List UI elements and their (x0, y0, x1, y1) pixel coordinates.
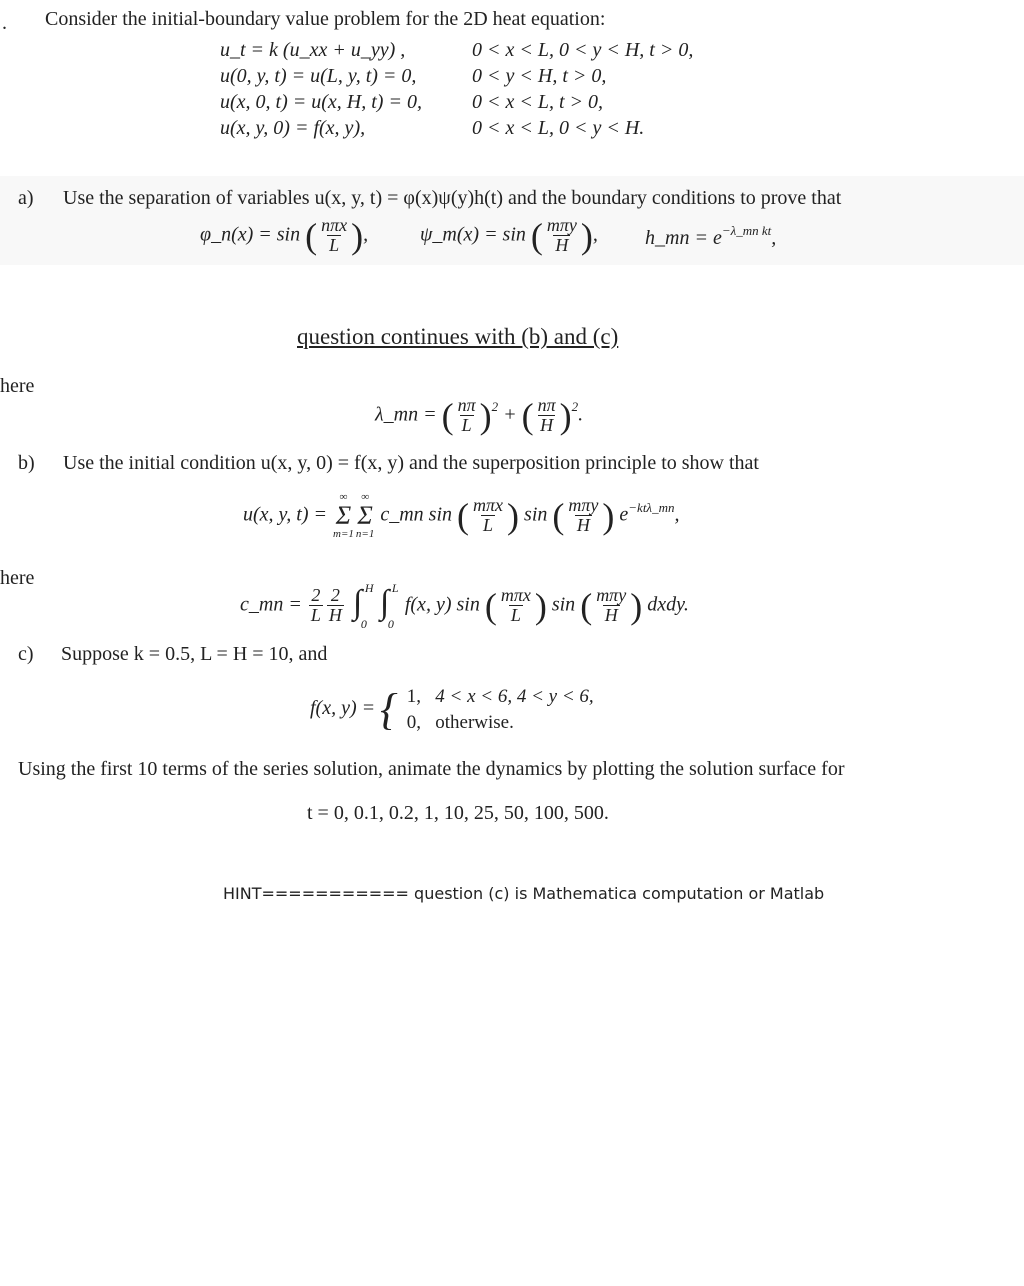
pde-row-2: u(0, y, t) = u(L, y, t) = 0, (220, 65, 417, 87)
phi-num: nπx (321, 215, 348, 235)
sum-n-index: n=1 (355, 528, 375, 540)
integral-y-upper: H (364, 581, 374, 595)
cmn-num-1: mπx (500, 585, 531, 606)
cmn-f2-num: 2 (330, 585, 340, 606)
cmn-den-2: H (604, 605, 618, 626)
cmn-f1-den: L (310, 605, 321, 626)
piecewise-cases (407, 684, 594, 735)
case-2 (407, 710, 594, 736)
sum-n-top: ∞ (361, 491, 370, 503)
case-2-value: 0, (406, 711, 421, 733)
cmn-frac-4 (594, 586, 628, 626)
lambda-num-1: nπ (457, 395, 476, 415)
left-paren: ( (457, 496, 470, 536)
part-b-text: Use the initial condition u(x, y, 0) = f(x, y) and the superposition principle to show that (63, 452, 759, 474)
phi-lhs: φ_n(x) = sin (200, 223, 301, 246)
right-paren: ) (602, 496, 615, 536)
right-paren: ) (559, 395, 572, 436)
series-den-1: L (483, 515, 494, 536)
part-c-text: Suppose k = 0.5, L = H = 10, and (61, 643, 328, 665)
case-2-condition: otherwise. (435, 711, 514, 733)
hint-text: HINT=========== question (c) is Mathematica computation or Matlab (223, 884, 825, 903)
psi-den: H (555, 234, 569, 255)
psi-num: mπy (546, 215, 577, 235)
cmn-den-1: L (510, 605, 521, 626)
animate-text: Using the first 10 terms of the series solution, animate the dynamics by plotting the solution surface for (18, 758, 845, 780)
cmn-formula: c_mn = $\frac{2}{L}$ $\frac{2}{H}$ ∫ H 0 ∫ L 0 f(x, y) sin ( $\frac{\text{mπx}}{L}$ ) sin ( $\frac{\text{mπy}}{H}$ ) dxdy. (240, 581, 689, 631)
right-paren: ) (351, 215, 364, 256)
left-brace: { (380, 684, 398, 734)
phi-fraction (319, 216, 349, 256)
sigma-glyph: Σ (357, 501, 373, 530)
psi-fraction (545, 216, 579, 256)
cmn-num-2: mπy (596, 585, 627, 606)
series-num-2: mπy (568, 495, 599, 516)
where-label-1: here (0, 375, 35, 397)
series-num-1: mπx (473, 495, 504, 516)
case-1 (407, 684, 594, 710)
bullet-mark: . (2, 12, 7, 34)
cmn-f2-den: H (328, 605, 342, 626)
integral-x-icon: ∫ L 0 (379, 581, 399, 631)
series-exponent: −ktλ_mn (628, 499, 675, 515)
phi-formula: φ_n(x) = sin ( $\frac{\text{nπx}}{L}$ ), (200, 215, 369, 256)
lambda-den-2: H (540, 414, 554, 435)
cmn-differential: dxdy. (647, 593, 689, 616)
left-paren: ( (530, 215, 543, 256)
pde-cond-4: 0 < x < L, 0 < y < H. (472, 117, 645, 139)
cmn-frac-1 (309, 586, 323, 626)
lambda-num-2: nπ (537, 395, 556, 415)
cmn-frac-3 (499, 586, 533, 626)
integral-x-lower: 0 (387, 617, 394, 631)
right-paren: ) (630, 586, 643, 626)
cmn-frac-2 (327, 586, 344, 626)
h-formula: h_mn = $e^{-\lambda\_mn kt}$, (645, 223, 777, 249)
phi-den: L (329, 234, 340, 255)
part-a-text: Use the separation of variables u(x, y, t) = φ(x)ψ(y)h(t) and the boundary conditions to prove that (63, 187, 842, 209)
right-paren: ) (479, 395, 492, 436)
right-paren: ) (534, 586, 547, 626)
integral-x-upper: L (391, 581, 399, 595)
part-b-label: b) (18, 452, 35, 474)
case-1-value: 1, (406, 686, 421, 707)
right-paren: ) (507, 496, 520, 536)
psi-lhs: ψ_m(x) = sin (420, 223, 526, 246)
sum-m-icon (333, 492, 354, 540)
intro-text: Consider the initial-boundary value problem for the 2D heat equation: (45, 8, 606, 30)
lambda-frac-1 (456, 396, 478, 436)
psi-formula: ψ_m(x) = sin ( $\frac{\text{mπy}}{H}$ ), (420, 215, 598, 256)
h-lhs: h_mn = e (645, 227, 722, 249)
left-paren: ( (552, 496, 565, 536)
lambda-pow-1: 2 (491, 399, 499, 415)
pde-cond-2: 0 < y < H, t > 0, (472, 65, 607, 87)
pde-row-3: u(x, 0, t) = u(x, H, t) = 0, (220, 91, 422, 113)
sum-m-top: ∞ (339, 491, 348, 503)
sum-m-index: m=1 (333, 528, 354, 540)
left-paren: ( (521, 395, 534, 436)
sum-n-icon (356, 492, 374, 540)
left-paren: ( (441, 395, 454, 436)
lambda-formula: λ_mn = ( $\frac{n\pi}{L}$ )$^2$ + ( $\frac{n\pi}{H}$ )$^2$. (375, 395, 584, 436)
where-label-2: here (0, 567, 35, 589)
left-paren: ( (580, 586, 593, 626)
right-paren: ) (580, 215, 593, 256)
series-frac-2 (566, 496, 600, 536)
lambda-pow-2: 2 (571, 399, 579, 415)
case-1-condition: 4 < x < 6, 4 < y < 6, (435, 686, 594, 707)
pde-cond-1: 0 < x < L, 0 < y < H, t > 0, (472, 39, 694, 61)
part-a-label: a) (18, 187, 34, 209)
part-c-label: c) (18, 643, 34, 665)
pde-row-4: u(x, y, 0) = f(x, y), (220, 117, 366, 139)
series-exp-base: e (619, 503, 629, 526)
series-lhs: u(x, y, t) = (243, 503, 328, 526)
lambda-frac-2 (536, 396, 558, 436)
time-list: t = 0, 0.1, 0.2, 1, 10, 25, 50, 100, 500. (307, 802, 609, 824)
cmn-f1-num: 2 (311, 585, 321, 606)
integral-y-lower: 0 (360, 617, 367, 631)
pde-cond-3: 0 < x < L, t > 0, (472, 91, 604, 113)
continues-note: question continues with (b) and (c) (297, 324, 619, 349)
piecewise-f (310, 684, 594, 735)
sigma-glyph: Σ (335, 501, 352, 530)
integral-y-icon: ∫ H 0 (352, 581, 374, 631)
lambda-den-1: L (461, 414, 472, 435)
pde-eq-1: u_t = k (u_xx + u_yy) , (220, 39, 406, 61)
cmn-integrand: f(x, y) sin (404, 593, 480, 616)
pde-row-1 (220, 40, 405, 60)
left-paren: ( (305, 215, 318, 256)
left-paren: ( (484, 586, 497, 626)
piecewise-lhs: f(x, y) = (310, 697, 376, 720)
series-coef: c_mn sin (380, 503, 453, 526)
h-exponent: −λ_mn kt (721, 223, 772, 238)
series-frac-1 (471, 496, 505, 536)
lambda-lhs: λ_mn = (375, 403, 437, 426)
series-den-2: H (576, 515, 590, 536)
series-formula: u(x, y, t) = ∞ Σ m=1 ∞ Σ n=1 c_mn sin ( $\frac{\text{mπx}}{L}$ ) sin ( $\frac{\text{mπy}}{H}$ ) $e^{-kt\lambda\_mn}$, (243, 491, 680, 540)
cmn-lhs: c_mn = (240, 593, 302, 616)
